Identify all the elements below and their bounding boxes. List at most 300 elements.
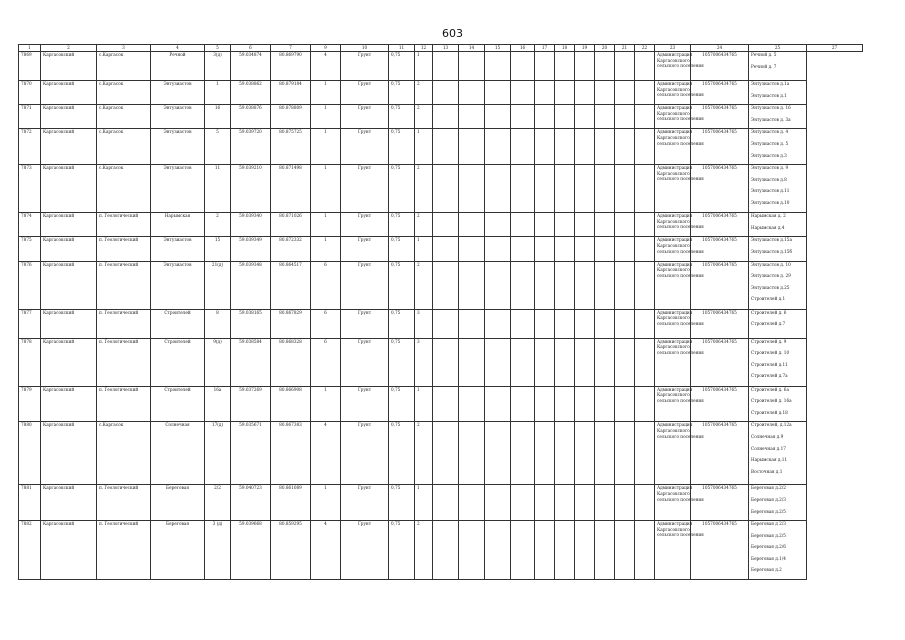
empty-cell [485,386,511,422]
organization-line: сельского поселения [657,63,704,69]
surface-cell: Грунт [341,81,389,105]
longitude-cell: 80.869790 [271,52,311,81]
locality-cell: с.Каргасок [97,105,151,129]
surface-cell: Грунт [341,129,389,165]
column-header: 14 [459,45,485,52]
district-cell: Каргасокский [41,237,97,261]
empty-cell [433,129,459,165]
organization-line: Каргасокского [657,490,690,496]
empty-cell [575,52,595,81]
address-line: Энтузиастов д. 4 [751,129,789,135]
address-line: Энтузиастов д.15а [751,237,792,243]
column-header: 21 [615,45,635,52]
count-cell: 2 [415,105,433,129]
table-row [19,261,863,309]
quantity-cell: 1 [311,129,341,165]
addresses-cell [749,213,807,237]
locality-cell: с.Каргасок [97,129,151,165]
column-header: 2 [41,45,97,52]
address-line: Энтузиастов д. 29 [751,273,791,279]
area-cell: 0,75 [389,213,415,237]
latitude-cell: 59.038876 [231,105,271,129]
house-cell: 2/2 [205,485,231,521]
house-cell: 3(д) [205,52,231,81]
district-cell: Каргасокский [41,521,97,580]
district-cell: Каргасокский [41,52,97,81]
address-line: Речной д. 7 [751,63,777,69]
row-id: 7871 [19,105,41,129]
empty-cell [575,81,595,105]
empty-cell [575,521,595,580]
column-header: 12 [415,45,433,52]
empty-cell [511,237,535,261]
empty-cell [433,338,459,386]
latitude-cell: 59.035671 [231,422,271,485]
addresses-cell [749,261,807,309]
area-cell: 0,75 [389,52,415,81]
latitude-cell: 59.039210 [231,165,271,213]
organization-line: Администрация [657,52,693,57]
district-cell: Каргасокский [41,129,97,165]
address-line: Энтузиастов д.1а [751,81,790,86]
house-cell: 1 [205,81,231,105]
addresses-cell [749,485,807,521]
row-id: 7878 [19,338,41,386]
inn-cell: 1057006434765 [691,309,749,338]
column-header: 27 [807,45,863,52]
row-id: 7877 [19,309,41,338]
address-line: Береговая д.2/6 [751,544,786,550]
district-cell: Каргасокский [41,261,97,309]
latitude-cell: 59.039348 [231,261,271,309]
address-line: Строителей д. 6а [751,386,789,392]
empty-cell [459,237,485,261]
latitude-cell: 59.039340 [231,213,271,237]
page-number: 603 [442,27,463,40]
empty-cell [635,105,655,129]
area-cell: 0,75 [389,105,415,129]
area-cell: 0,75 [389,338,415,386]
column-header: 22 [635,45,655,52]
house-cell: 11 [205,165,231,213]
longitude-cell: 80.867829 [271,309,311,338]
empty-cell [459,129,485,165]
house-cell: 17(д) [205,422,231,485]
empty-cell [635,338,655,386]
organization-cell [655,129,704,165]
organization-line: сельского поселения [657,320,704,326]
row-id: 7880 [19,422,41,485]
organization-cell [655,338,704,386]
address-line: Энтузиастов д. 9 [751,165,789,171]
empty-cell [555,129,575,165]
organization-line: Каргасокского [657,134,690,140]
address-line: Солнечная д.9 [751,433,784,439]
addresses-cell [749,105,807,129]
address-line: Солнечная д.17 [751,445,786,451]
surface-cell: Грунт [341,309,389,338]
address-line: Речной д. 5 [751,52,777,57]
empty-cell [615,386,635,422]
table-row [19,237,863,261]
quantity-cell: 4 [311,52,341,81]
empty-cell [535,521,555,580]
empty-cell [459,422,485,485]
locality-cell: с.Каргасок [97,81,151,105]
empty-cell [575,386,595,422]
house-cell: 16а [205,386,231,422]
empty-cell [485,422,511,485]
row-id: 7882 [19,521,41,580]
empty-cell [511,521,535,580]
table-row [19,521,863,580]
area-cell: 0,75 [389,521,415,580]
longitude-cell: 80.872332 [271,237,311,261]
quantity-cell: 1 [311,105,341,129]
empty-cell [433,521,459,580]
empty-cell [635,81,655,105]
latitude-cell: 59.039668 [231,521,271,580]
empty-cell [433,485,459,521]
organization-cell [655,422,704,485]
column-header: 20 [595,45,615,52]
organization-cell [655,521,704,580]
quantity-cell: 1 [311,485,341,521]
surface-cell: Грунт [341,52,389,81]
organization-line: Каргасокского [657,344,690,350]
table-row [19,422,863,485]
street-cell: Речной [151,52,205,81]
empty-cell [555,105,575,129]
empty-cell [511,309,535,338]
empty-cell [511,386,535,422]
empty-cell [575,309,595,338]
organization-line: Каргасокского [657,170,690,176]
address-line: Нарымская д.11 [751,457,788,463]
area-cell: 0,75 [389,422,415,485]
empty-cell [575,213,595,237]
empty-cell [615,338,635,386]
address-line: Энтузиастов д.15б [751,248,792,254]
addresses-cell [749,81,807,105]
empty-cell [535,422,555,485]
locality-cell: с.Каргасок [97,422,151,485]
latitude-cell: 59.039349 [231,237,271,261]
street-cell: Энтузиастов [151,237,205,261]
house-cell: 5 [205,129,231,165]
empty-cell [615,105,635,129]
table-row [19,81,863,105]
organization-line: Администрация [657,386,693,392]
empty-cell [595,261,615,309]
organization-cell [655,386,704,422]
address-line: Восточная д.1 [751,468,783,474]
empty-cell [485,261,511,309]
latitude-cell: 59.038862 [231,81,271,105]
addresses-cell [749,309,807,338]
address-line: Береговая д.2/3 [751,496,786,502]
organization-line: Администрация [657,338,693,344]
column-header: 3 [97,45,151,52]
empty-cell [555,521,575,580]
organization-cell [655,81,704,105]
table-row [19,386,863,422]
empty-cell [535,213,555,237]
table-row [19,309,863,338]
longitude-cell: 80.875725 [271,129,311,165]
empty-cell [595,386,615,422]
empty-cell [635,386,655,422]
surface-cell: Грунт [341,422,389,485]
district-cell: Каргасокский [41,213,97,237]
empty-cell [575,485,595,521]
inn-cell: 1057006434765 [691,105,749,129]
quantity-cell: 6 [311,338,341,386]
organization-line: Каргасокского [657,392,690,398]
quantity-cell: 1 [311,386,341,422]
organization-line: Администрация [657,309,693,315]
organization-line: Администрация [657,213,693,219]
empty-cell [535,165,555,213]
longitude-cell: 80.867383 [271,422,311,485]
address-line: Энтузиастов д.1 [751,92,787,98]
quantity-cell: 6 [311,261,341,309]
empty-cell [459,81,485,105]
table-row [19,129,863,165]
empty-cell [459,485,485,521]
column-header: 5 [205,45,231,52]
empty-cell [555,485,575,521]
count-cell: 1 [415,129,433,165]
locality-cell: п. Геологический [97,521,151,580]
longitude-cell: 80.871026 [271,213,311,237]
addresses-cell [749,129,807,165]
empty-cell [511,165,535,213]
street-cell: Энтузиастов [151,261,205,309]
column-header: 1 [19,45,41,52]
latitude-cell: 59.034874 [231,52,271,81]
row-id: 7869 [19,52,41,81]
district-cell: Каргасокский [41,338,97,386]
address-line: Нарымская д. 2 [751,213,786,219]
empty-cell [511,485,535,521]
inn-cell: 1057006434765 [691,129,749,165]
address-line: Энтузиастов д. 10 [751,261,791,267]
empty-cell [433,81,459,105]
empty-cell [635,422,655,485]
empty-cell [433,52,459,81]
house-cell: 2 [205,213,231,237]
empty-cell [485,309,511,338]
latitude-cell: 59.038165 [231,309,271,338]
empty-cell [595,105,615,129]
empty-cell [595,165,615,213]
count-cell: 2 [415,261,433,309]
organization-line: сельского поселения [657,397,704,403]
organization-line: сельского поселения [657,532,704,538]
empty-cell [575,422,595,485]
empty-cell [595,52,615,81]
street-cell: Строителей [151,338,205,386]
empty-cell [595,338,615,386]
count-cell: 1 [415,386,433,422]
locality-cell: с.Каргасок [97,165,151,213]
district-cell: Каргасокский [41,105,97,129]
column-header: 17 [535,45,555,52]
empty-cell [615,213,635,237]
addresses-cell [749,237,807,261]
organization-cell [655,485,704,521]
address-line: Береговая д.1/4 [751,555,786,561]
locality-cell: п. Геологический [97,237,151,261]
empty-cell [635,261,655,309]
latitude-cell: 59.039720 [231,129,271,165]
surface-cell: Грунт [341,338,389,386]
addresses-cell [749,165,807,213]
organization-line: сельского поселения [657,92,704,98]
empty-cell [575,237,595,261]
empty-cell [595,237,615,261]
quantity-cell: 1 [311,213,341,237]
organization-cell [655,52,704,81]
address-line: Строителей д.1 [751,296,786,302]
address-line: Береговая д.2/5 [751,532,786,538]
column-header: 13 [433,45,459,52]
latitude-cell: 59.037269 [231,386,271,422]
empty-cell [433,213,459,237]
empty-cell [615,422,635,485]
longitude-cell: 80.878809 [271,105,311,129]
district-cell: Каргасокский [41,165,97,213]
addresses-cell [749,386,807,422]
longitude-cell: 80.859295 [271,521,311,580]
empty-cell [555,165,575,213]
organization-line: сельского поселения [657,496,704,502]
empty-cell [615,165,635,213]
house-cell: 9(д) [205,338,231,386]
empty-cell [575,261,595,309]
street-cell: Солнечная [151,422,205,485]
inn-cell: 1057006434765 [691,485,749,521]
addresses-cell [749,338,807,386]
empty-cell [511,105,535,129]
empty-cell [615,261,635,309]
table-body [19,52,863,580]
addresses-cell [749,422,807,485]
locality-cell: с.Каргасок [97,52,151,81]
empty-cell [459,309,485,338]
locality-cell: п. Геологический [97,386,151,422]
empty-cell [535,485,555,521]
empty-cell [459,338,485,386]
organization-line: Каргасокского [657,526,690,532]
table-row [19,338,863,386]
organization-line: Администрация [657,261,693,267]
address-line: Энтузиастов д.8 [751,176,787,182]
surface-cell: Грунт [341,213,389,237]
address-line: Строителей д. 16а [751,398,792,404]
organization-line: Каргасокского [657,86,690,92]
empty-cell [459,165,485,213]
empty-cell [615,485,635,521]
empty-cell [485,81,511,105]
empty-cell [459,105,485,129]
empty-cell [485,213,511,237]
empty-cell [555,261,575,309]
column-header: 25 [749,45,807,52]
empty-cell [635,213,655,237]
empty-cell [575,129,595,165]
inn-cell: 1057006434765 [691,338,749,386]
house-cell: 21(д) [205,261,231,309]
longitude-cell: 80.861089 [271,485,311,521]
organization-line: Каргасокского [657,110,690,116]
district-cell: Каргасокский [41,485,97,521]
street-cell: Береговая [151,485,205,521]
longitude-cell: 80.871498 [271,165,311,213]
organization-line: Администрация [657,237,693,243]
locality-cell: п. Геологический [97,338,151,386]
empty-cell [635,485,655,521]
surface-cell: Грунт [341,485,389,521]
quantity-cell: 1 [311,237,341,261]
organization-line: Каргасокского [657,315,690,321]
locality-cell: п. Геологический [97,485,151,521]
empty-cell [459,386,485,422]
row-id: 7873 [19,165,41,213]
organization-line: сельского поселения [657,176,704,182]
organization-line: сельского поселения [657,116,704,122]
organization-line: Администрация [657,521,693,527]
organization-cell [655,105,704,129]
street-cell: Строителей [151,309,205,338]
empty-cell [555,52,575,81]
quantity-cell: 4 [311,422,341,485]
organization-line: сельского поселения [657,433,704,439]
area-cell: 0,75 [389,81,415,105]
empty-cell [575,165,595,213]
column-header: 16 [511,45,535,52]
organization-line: сельского поселения [657,272,704,278]
empty-cell [511,129,535,165]
longitude-cell: 80.864517 [271,261,311,309]
row-id: 7870 [19,81,41,105]
street-cell: Энтузиастов [151,129,205,165]
empty-cell [555,338,575,386]
district-cell: Каргасокский [41,386,97,422]
row-id: 7881 [19,485,41,521]
quantity-cell: 4 [311,521,341,580]
count-cell: 1 [415,52,433,81]
empty-cell [535,52,555,81]
address-line: Энтузиастов д. 5 [751,140,789,146]
area-cell: 0,75 [389,485,415,521]
empty-cell [555,213,575,237]
inn-cell: 1057006434765 [691,165,749,213]
address-line: Строителей д. 10 [751,350,790,356]
area-cell: 0,75 [389,129,415,165]
addresses-cell [749,521,807,580]
empty-cell [433,105,459,129]
organization-cell [655,165,704,213]
area-cell: 0,75 [389,309,415,338]
district-cell: Каргасокский [41,422,97,485]
column-header: 7 [271,45,311,52]
quantity-cell: 1 [311,165,341,213]
locality-cell: п. Геологический [97,213,151,237]
empty-cell [635,521,655,580]
street-cell: Нарымская [151,213,205,237]
